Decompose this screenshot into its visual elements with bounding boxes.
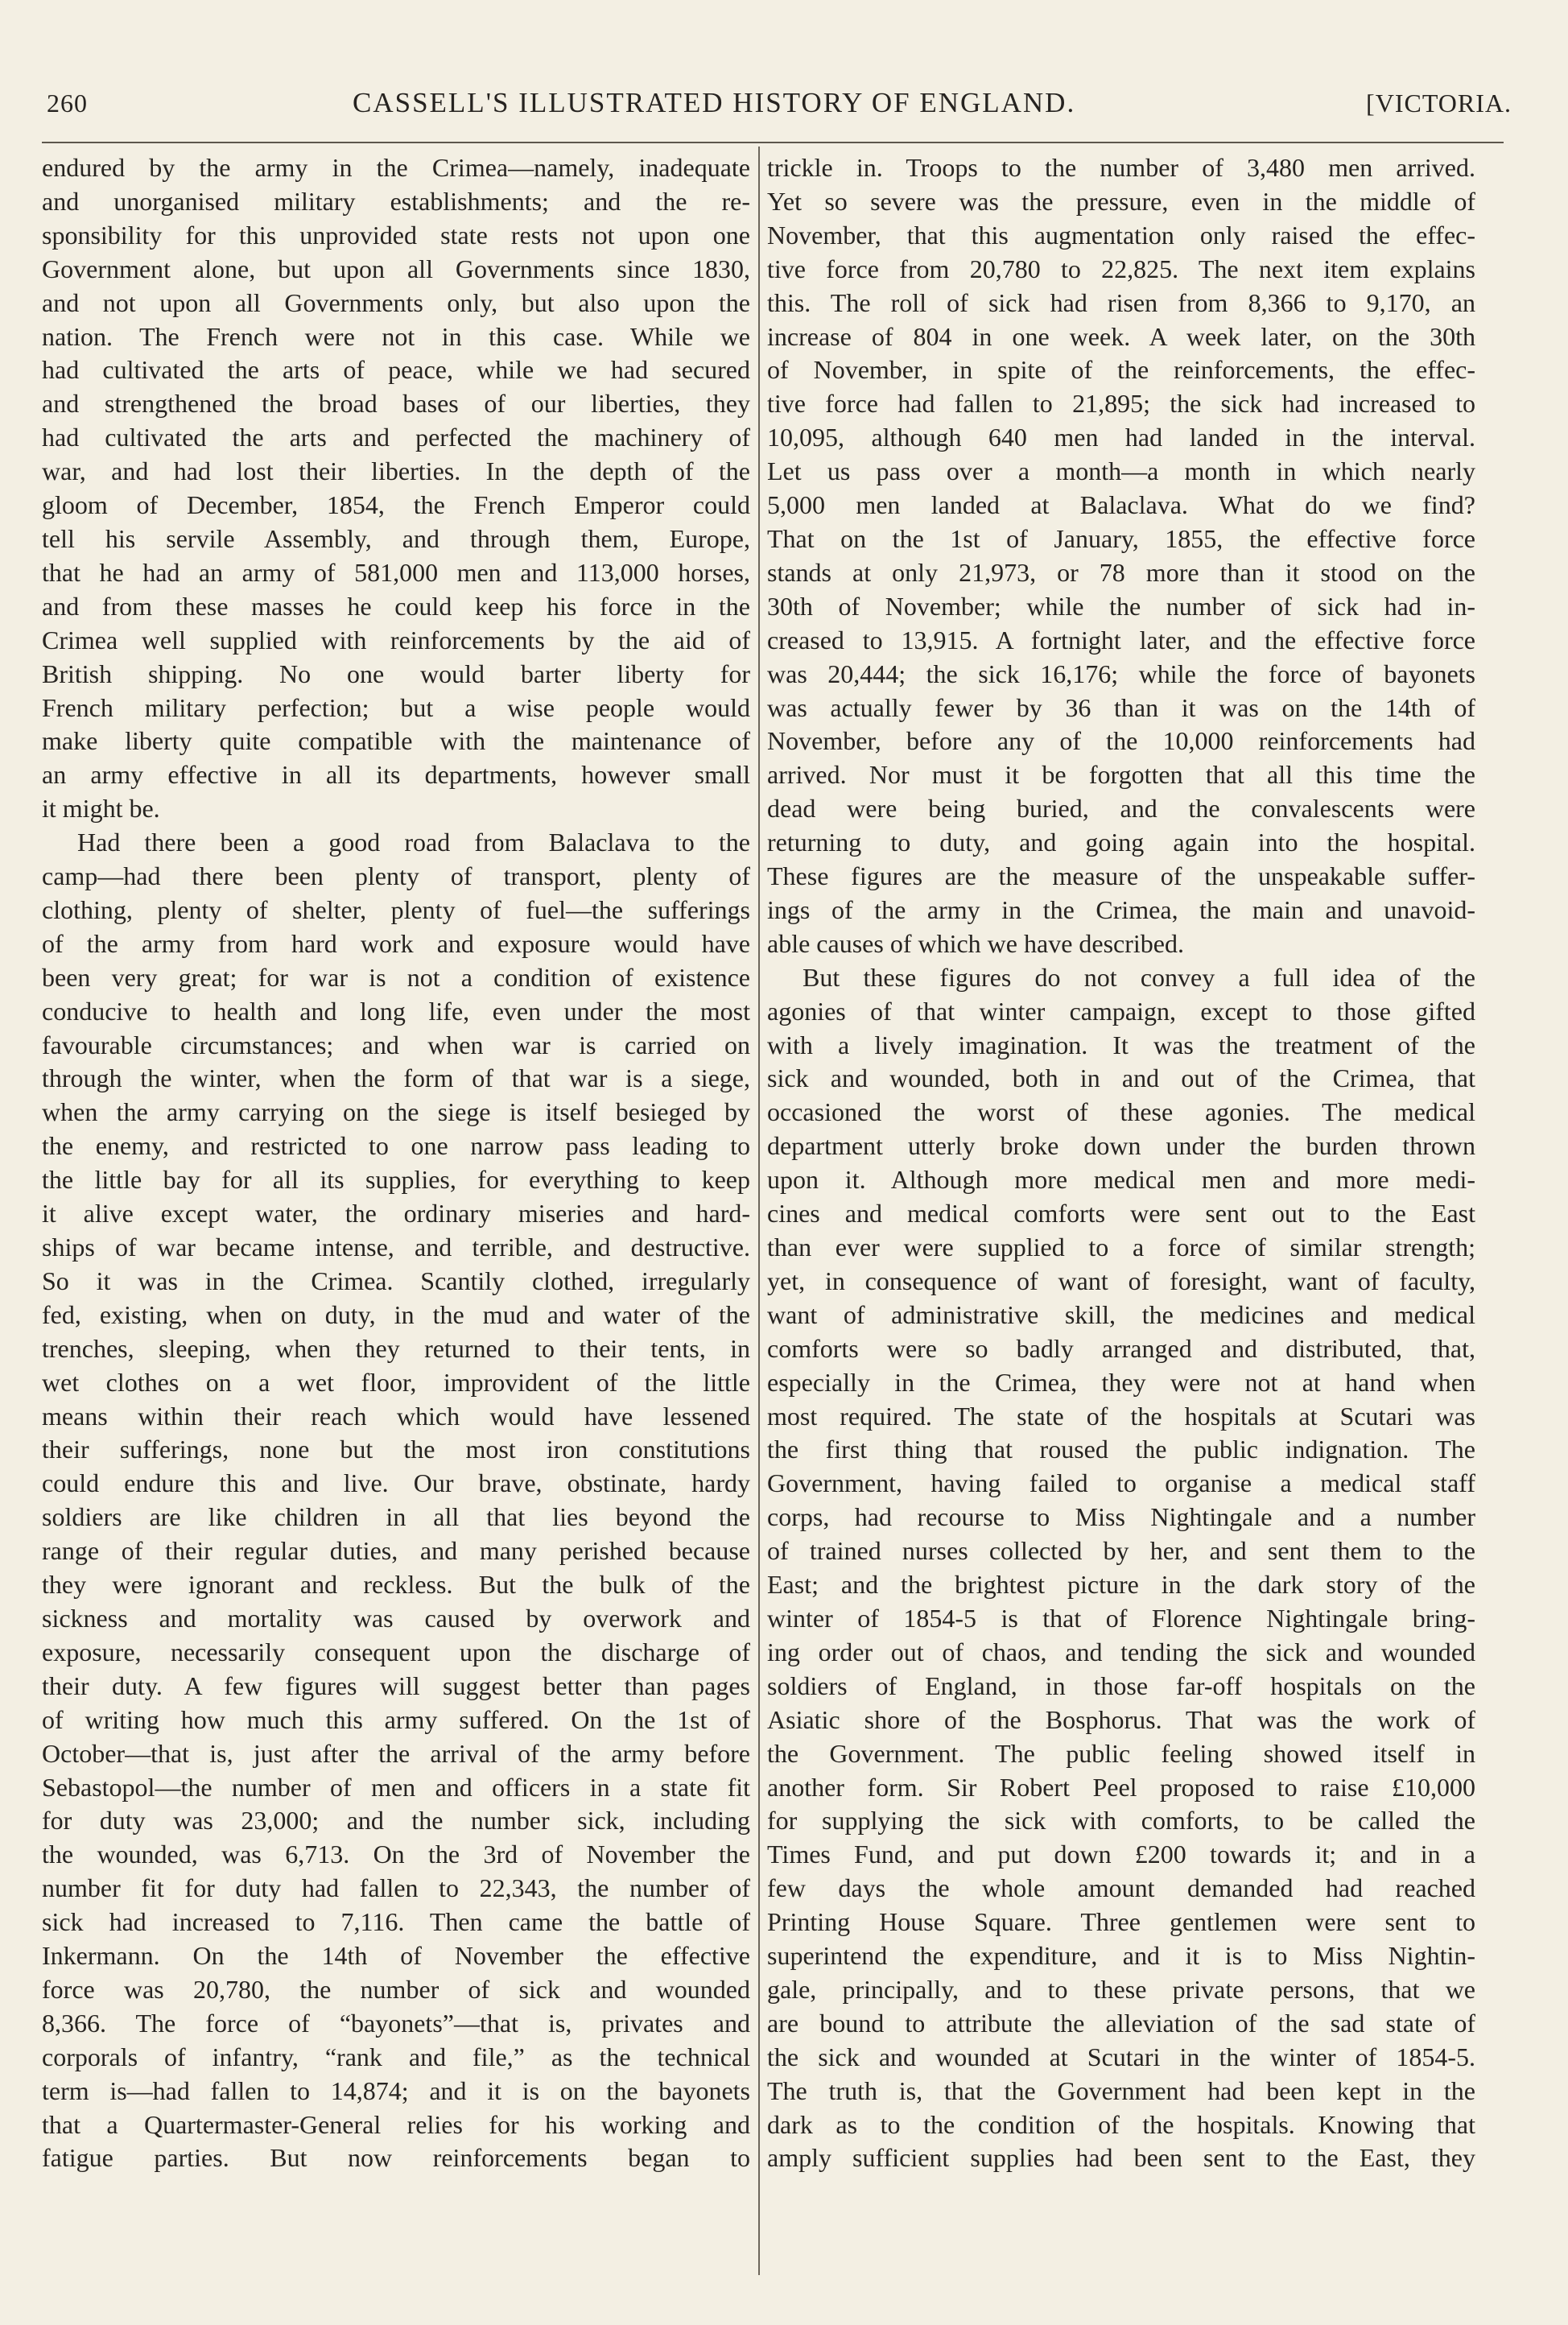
text-line: ing order out of chaos, and tending the sick and wounded [767,1637,1475,1666]
text-line: are bound to attribute the alleviation of the sad state of [767,2008,1475,2038]
text-line: upon it. Although more medical men and more medi- [767,1165,1475,1195]
text-line: Sebastopol—the number of men and officers in a state fit [42,1772,750,1802]
text-line: gale, principally, and to these private persons, that we [767,1974,1475,2004]
text-line: and not upon all Governments only, but also upon the [42,287,750,317]
text-line: with a lively imagination. It was the treatment of the [767,1030,1475,1059]
text-line: Crimea well supplied with reinforcements by the aid of [42,625,750,655]
text-line: wet clothes on a wet floor, improvident of the little [42,1367,750,1397]
text-line: winter of 1854-5 is that of Florence Nightingale bring- [767,1603,1475,1633]
text-line: that a Quartermaster-General relies for his working and [42,2109,750,2139]
text-line: the first thing that roused the public indignation. The [767,1435,1475,1464]
text-line: Inkermann. On the 14th of November the effective [42,1941,750,1971]
text-line: through the winter, when the form of that war is a siege, [42,1063,750,1093]
text-line: returning to duty, and going again into the hospital. [767,828,1475,857]
text-line: an army effective in all its departments, however small [42,760,750,790]
text-line: agonies of that winter campaign, except to those gifted [767,996,1475,1026]
column-divider [758,147,760,2275]
text-line: October—that is, just after the arrival of the army before [42,1738,750,1768]
text-line: term is—had fallen to 14,874; and it is on the bayonets [42,2075,750,2105]
text-line: The truth is, that the Government had been kept in the [767,2075,1475,2105]
text-line: superintend the expenditure, and it is to Miss Nightin- [767,1941,1475,1971]
text-line: the little bay for all its supplies, for everything to keep [42,1165,750,1195]
text-line: that he had an army of 581,000 men and 113,000 horses, [42,557,750,587]
text-line: creased to 13,915. A fortnight later, and the effective force [767,625,1475,655]
text-line: 5,000 men landed at Balaclava. What do we find? [767,490,1475,520]
text-line: increase of 804 in one week. A week later, on the 30th [767,321,1475,351]
text-line: So it was in the Crimea. Scantily clothed, irregularly [42,1266,750,1295]
text-line: sponsibility for this unprovided state rests not upon one [42,220,750,250]
text-line: been very great; for war is not a condition of existence [42,962,750,992]
text-line: Let us pass over a month—a month in which nearly [767,456,1475,486]
text-line: and from these masses he could keep his force in the [42,591,750,621]
text-line: yet, in consequence of want of foresight, want of faculty, [767,1266,1475,1295]
text-line: department utterly broke down under the burden thrown [767,1131,1475,1161]
text-line: Printing House Square. Three gentlemen were sent to [767,1907,1475,1937]
text-line: 10,095, although 640 men had landed in the interval. [767,423,1475,452]
text-line: another form. Sir Robert Peel proposed to raise £10,000 [767,1772,1475,1802]
text-line: ships of war became intense, and terrible, and destructive. [42,1233,750,1262]
text-line: East; and the brightest picture in the dark story of the [767,1570,1475,1600]
text-line: conducive to health and long life, even under the most [42,996,750,1026]
text-line: was 20,444; the sick 16,176; while the force of bayonets [767,659,1475,688]
text-line: arrived. Nor must it be forgotten that all this time the [767,760,1475,790]
text-line: camp—had there been plenty of transport, plenty of [42,861,750,891]
text-line: this. The roll of sick had risen from 8,366 to 9,170, an [767,287,1475,317]
text-line: 30th of November; while the number of sick had in- [767,591,1475,621]
text-line: their duty. A few figures will suggest better than pages [42,1670,750,1700]
text-line: and strengthened the broad bases of our liberties, they [42,389,750,419]
text-line: trenches, sleeping, when they returned to their tents, in [42,1333,750,1363]
text-line: war, and had lost their liberties. In the depth of the [42,456,750,486]
text-line: it alive except water, the ordinary miseries and hard- [42,1199,750,1229]
text-line: gloom of December, 1854, the French Emperor could [42,490,750,520]
text-line: the enemy, and restricted to one narrow pass leading to [42,1131,750,1161]
text-line: sickness and mortality was caused by overwork and [42,1603,750,1633]
text-line: cines and medical comforts were sent out to the East [767,1199,1475,1229]
text-line: corps, had recourse to Miss Nightingale and a number [767,1502,1475,1532]
text-line: favourable circumstances; and when war is carried on [42,1030,750,1059]
text-line: and unorganised military establishments; and the re- [42,186,750,216]
book-title: CASSELL'S ILLUSTRATED HISTORY OF ENGLAND. [353,87,1076,118]
text-line: nation. The French were not in this case. While we [42,321,750,351]
text-line: range of their regular duties, and many perished because [42,1536,750,1566]
text-line: 8,366. The force of “bayonets”—that is, privates and [42,2008,750,2038]
text-line: especially in the Crimea, they were not at hand when [767,1367,1475,1397]
text-line: clothing, plenty of shelter, plenty of fuel—the sufferings [42,894,750,924]
text-line: want of administrative skill, the medicines and medical [767,1299,1475,1329]
text-line: November, that this augmentation only raised the effec- [767,220,1475,250]
text-line: had cultivated the arts of peace, while we had secured [42,355,750,385]
text-line: dark as to the condition of the hospitals. Knowing that [767,2109,1475,2139]
text-line: most required. The state of the hospitals at Scutari was [767,1401,1475,1431]
text-line: of writing how much this army suffered. On the 1st of [42,1704,750,1734]
text-line: Yet so severe was the pressure, even in the middle of [767,186,1475,216]
text-line: trickle in. Troops to the number of 3,480 men arrived. [767,153,1475,182]
text-line: means within their reach which would have lessened [42,1401,750,1431]
text-line: than ever were supplied to a force of similar strength; [767,1233,1475,1262]
text-line: Asiatic shore of the Bosphorus. That was the work of [767,1704,1475,1734]
text-line: British shipping. No one would barter liberty for [42,659,750,688]
text-line: sick had increased to 7,116. Then came the battle of [42,1907,750,1937]
text-line: occasioned the worst of these agonies. The medical [767,1097,1475,1127]
left-column [42,151,750,2175]
text-line: amply sufficient supplies had been sent to the East, they [767,2143,1475,2173]
text-line: it might be. [42,794,160,824]
text-line: of trained nurses collected by her, and sent them to the [767,1536,1475,1566]
section-title: [VICTORIA. [1366,89,1512,118]
text-line: number fit for duty had fallen to 22,343, the number of [42,1873,750,1903]
text-line: French military perfection; but a wise people would [42,692,750,722]
text-line: fed, existing, when on duty, in the mud and water of the [42,1299,750,1329]
text-line: for duty was 23,000; and the number sick, including [42,1806,750,1836]
text-line: force was 20,780, the number of sick and wounded [42,1974,750,2004]
text-line: These figures are the measure of the unspeakable suffer- [767,861,1475,891]
text-line: Had there been a good road from Balaclava to the [77,828,750,857]
text-line: soldiers are like children in all that lies beyond the [42,1502,750,1532]
text-line: November, before any of the 10,000 reinforcements had [767,726,1475,756]
text-line: soldiers of England, in those far-off hospitals on the [767,1670,1475,1700]
text-line: of November, in spite of the reinforcements, the effec- [767,355,1475,385]
text-line: they were ignorant and reckless. But the bulk of the [42,1570,750,1600]
page-number: 260 [47,89,88,118]
text-line: exposure, necessarily consequent upon the discharge of [42,1637,750,1666]
text-line: tive force from 20,780 to 22,825. The next item explains [767,254,1475,283]
running-head [47,84,1512,126]
right-column [767,151,1475,2175]
text-line: dead were being buried, and the convalescents were [767,794,1475,824]
text-line: fatigue parties. But now reinforcements began to [42,2143,750,2173]
text-line: few days the whole amount demanded had reached [767,1873,1475,1903]
header-rule [42,142,1504,143]
text-line: corporals of infantry, “rank and file,” as the technical [42,2042,750,2071]
text-line: was actually fewer by 36 than it was on the 14th of [767,692,1475,722]
text-line: had cultivated the arts and perfected the machinery of [42,423,750,452]
text-line: tell his servile Assembly, and through them, Europe, [42,523,750,553]
text-line: the sick and wounded at Scutari in the winter of 1854-5. [767,2042,1475,2071]
text-line: when the army carrying on the siege is itself besieged by [42,1097,750,1127]
text-line: comforts were so badly arranged and distributed, that, [767,1333,1475,1363]
text-line: their sufferings, none but the most iron constitutions [42,1435,750,1464]
text-line: Government, having failed to organise a medical staff [767,1468,1475,1498]
text-line: Times Fund, and put down £200 towards it; and in a [767,1840,1475,1869]
text-line: tive force had fallen to 21,895; the sick had increased to [767,389,1475,419]
text-line: stands at only 21,973, or 78 more than it stood on the [767,557,1475,587]
text-line: sick and wounded, both in and out of the Crimea, that [767,1063,1475,1093]
text-line: able causes of which we have described. [767,928,1184,958]
text-line: make liberty quite compatible with the maintenance of [42,726,750,756]
text-line: But these figures do not convey a full idea of the [803,962,1475,992]
text-line: Government alone, but upon all Governments since 1830, [42,254,750,283]
text-line: the wounded, was 6,713. On the 3rd of November the [42,1840,750,1869]
text-line: for supplying the sick with comforts, to be called the [767,1806,1475,1836]
text-line: the Government. The public feeling showed itself in [767,1738,1475,1768]
text-line: That on the 1st of January, 1855, the effective force [767,523,1475,553]
text-line: could endure this and live. Our brave, obstinate, hardy [42,1468,750,1498]
text-line: ings of the army in the Crimea, the main and unavoid- [767,894,1475,924]
text-line: of the army from hard work and exposure would have [42,928,750,958]
text-line: endured by the army in the Crimea—namely, inadequate [42,153,750,182]
